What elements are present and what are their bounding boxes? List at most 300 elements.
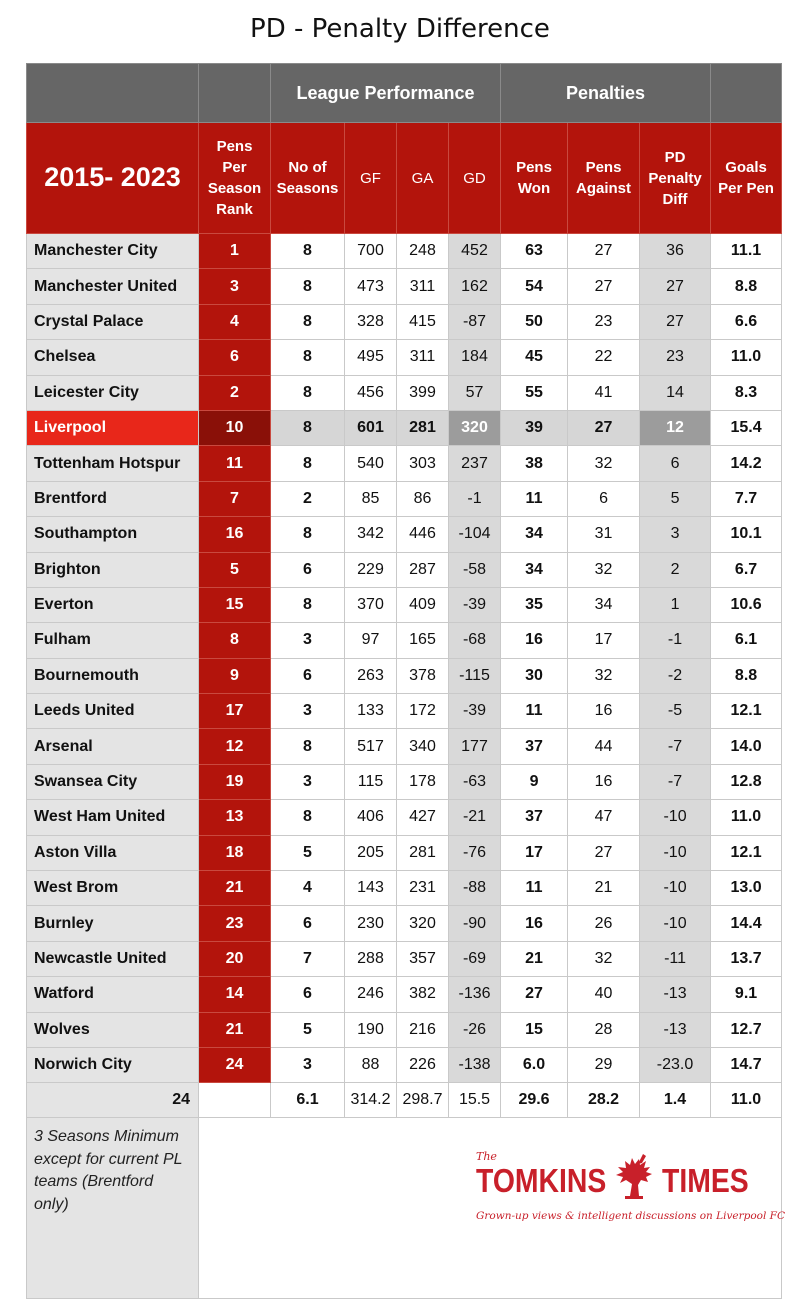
table-row (27, 835, 782, 870)
goal-difference: -104 (449, 517, 501, 552)
pens-won: 37 (501, 800, 568, 835)
goals-per-pen: 6.1 (711, 623, 782, 658)
penalty-diff: 5 (640, 481, 711, 516)
goals-per-pen: 14.0 (711, 729, 782, 764)
goal-difference: 452 (449, 234, 501, 269)
pens-rank: 24 (199, 1047, 271, 1082)
goal-difference: -76 (449, 835, 501, 870)
penalty-diff: 6 (640, 446, 711, 481)
penalty-diff: -10 (640, 835, 711, 870)
goals-per-pen: 7.7 (711, 481, 782, 516)
penalty-diff: -7 (640, 729, 711, 764)
goals-for: 495 (345, 340, 397, 375)
pens-rank: 16 (199, 517, 271, 552)
seasons-count: 3 (271, 694, 345, 729)
table-row (27, 552, 782, 587)
pens-won: 37 (501, 729, 568, 764)
pens-won: 9 (501, 764, 568, 799)
goals-against: 281 (397, 410, 449, 445)
pens-against: 28 (568, 1012, 640, 1047)
pens-won: 30 (501, 658, 568, 693)
pens-won: 39 (501, 410, 568, 445)
pens-won: 35 (501, 587, 568, 622)
table-row (27, 375, 782, 410)
penalty-diff: 23 (640, 340, 711, 375)
goal-difference: -90 (449, 906, 501, 941)
goals-for: 97 (345, 623, 397, 658)
goals-per-pen: 13.7 (711, 941, 782, 976)
goals-for: 190 (345, 1012, 397, 1047)
goal-difference: -138 (449, 1047, 501, 1082)
goals-for: 229 (345, 552, 397, 587)
footer-row (27, 1118, 782, 1299)
pens-rank: 19 (199, 764, 271, 799)
table-row (27, 906, 782, 941)
penalty-difference-table (26, 63, 785, 1299)
table-row (27, 410, 782, 445)
goals-for: 115 (345, 764, 397, 799)
goals-for: 601 (345, 410, 397, 445)
table-row (27, 800, 782, 835)
totals-penalty-diff: 1.4 (640, 1083, 711, 1118)
totals-rank-blank (199, 1083, 271, 1118)
goal-difference: 162 (449, 269, 501, 304)
group-header-penalties: Penalties (501, 64, 711, 123)
header-date-range: 2015- 2023 (27, 123, 199, 234)
pens-against: 27 (568, 410, 640, 445)
header-pens-won: Pens Won (501, 123, 568, 234)
goals-for: 288 (345, 941, 397, 976)
team-name: West Brom (27, 871, 199, 906)
goals-per-pen: 8.8 (711, 269, 782, 304)
goal-difference: -115 (449, 658, 501, 693)
goal-difference: -68 (449, 623, 501, 658)
table-row (27, 517, 782, 552)
pens-against: 16 (568, 694, 640, 729)
totals-team-count: 24 (27, 1083, 199, 1118)
goal-difference: -26 (449, 1012, 501, 1047)
pens-won: 11 (501, 694, 568, 729)
header-gf: GF (345, 123, 397, 234)
totals-pens-against: 28.2 (568, 1083, 640, 1118)
team-name: Crystal Palace (27, 304, 199, 339)
goal-difference: -39 (449, 587, 501, 622)
table-row (27, 729, 782, 764)
penalty-diff: 1 (640, 587, 711, 622)
team-name: West Ham United (27, 800, 199, 835)
penalty-diff: 12 (640, 410, 711, 445)
penalty-diff: -13 (640, 1012, 711, 1047)
header-pens-against: Pens Against (568, 123, 640, 234)
goals-against: 287 (397, 552, 449, 587)
team-name: Manchester City (27, 234, 199, 269)
goals-for: 230 (345, 906, 397, 941)
goal-difference: 184 (449, 340, 501, 375)
goals-against: 311 (397, 340, 449, 375)
seasons-count: 8 (271, 304, 345, 339)
seasons-count: 6 (271, 552, 345, 587)
goals-for: 205 (345, 835, 397, 870)
team-name: Southampton (27, 517, 199, 552)
pens-won: 15 (501, 1012, 568, 1047)
goals-per-pen: 13.0 (711, 871, 782, 906)
goal-difference: -136 (449, 977, 501, 1012)
penalty-diff: -1 (640, 623, 711, 658)
pens-won: 45 (501, 340, 568, 375)
goals-against: 231 (397, 871, 449, 906)
penalty-diff: 2 (640, 552, 711, 587)
pens-rank: 13 (199, 800, 271, 835)
goals-for: 517 (345, 729, 397, 764)
seasons-count: 3 (271, 764, 345, 799)
goals-for: 370 (345, 587, 397, 622)
pens-won: 34 (501, 552, 568, 587)
penalty-diff: -11 (640, 941, 711, 976)
totals-pens-won: 29.6 (501, 1083, 568, 1118)
table-row (27, 304, 782, 339)
team-name: Watford (27, 977, 199, 1012)
pens-rank: 1 (199, 234, 271, 269)
pens-won: 38 (501, 446, 568, 481)
logo-tagline: Grown-up views & intelligent discussions on Liverpool FC (476, 1210, 785, 1223)
pens-rank: 2 (199, 375, 271, 410)
goal-difference: 320 (449, 410, 501, 445)
header-seasons: No of Seasons (271, 123, 345, 234)
pens-won: 11 (501, 481, 568, 516)
seasons-count: 8 (271, 729, 345, 764)
goals-against: 399 (397, 375, 449, 410)
seasons-count: 4 (271, 871, 345, 906)
penalty-diff: -10 (640, 871, 711, 906)
pens-won: 16 (501, 623, 568, 658)
pens-won: 21 (501, 941, 568, 976)
seasons-count: 6 (271, 906, 345, 941)
goals-against: 86 (397, 481, 449, 516)
penalty-diff: 14 (640, 375, 711, 410)
goals-against: 178 (397, 764, 449, 799)
goals-per-pen: 8.8 (711, 658, 782, 693)
goals-against: 303 (397, 446, 449, 481)
penalty-diff: -2 (640, 658, 711, 693)
goals-per-pen: 6.6 (711, 304, 782, 339)
pens-against: 16 (568, 764, 640, 799)
pens-rank: 4 (199, 304, 271, 339)
totals-seasons: 6.1 (271, 1083, 345, 1118)
table-row (27, 977, 782, 1012)
pens-against: 32 (568, 658, 640, 693)
pens-against: 40 (568, 977, 640, 1012)
team-name: Liverpool (27, 410, 199, 445)
table-row (27, 658, 782, 693)
header-gd: GD (449, 123, 501, 234)
seasons-count: 8 (271, 375, 345, 410)
penalty-diff: -10 (640, 800, 711, 835)
goals-against: 340 (397, 729, 449, 764)
pens-won: 54 (501, 269, 568, 304)
pens-against: 32 (568, 941, 640, 976)
team-name: Fulham (27, 623, 199, 658)
pens-rank: 8 (199, 623, 271, 658)
seasons-count: 8 (271, 269, 345, 304)
pens-won: 16 (501, 906, 568, 941)
team-name: Chelsea (27, 340, 199, 375)
totals-goals-per-pen: 11.0 (711, 1083, 782, 1118)
logo-area (199, 1118, 785, 1299)
goal-difference: -87 (449, 304, 501, 339)
pens-rank: 3 (199, 269, 271, 304)
goals-for: 143 (345, 871, 397, 906)
pens-rank: 15 (199, 587, 271, 622)
goals-against: 172 (397, 694, 449, 729)
pens-rank: 21 (199, 871, 271, 906)
goals-against: 320 (397, 906, 449, 941)
seasons-count: 6 (271, 977, 345, 1012)
goals-against: 311 (397, 269, 449, 304)
goals-per-pen: 6.7 (711, 552, 782, 587)
seasons-count: 2 (271, 481, 345, 516)
goals-for: 85 (345, 481, 397, 516)
goal-difference: -1 (449, 481, 501, 516)
goals-for: 456 (345, 375, 397, 410)
team-name: Aston Villa (27, 835, 199, 870)
totals-ga: 298.7 (397, 1083, 449, 1118)
pens-rank: 5 (199, 552, 271, 587)
goals-per-pen: 10.1 (711, 517, 782, 552)
seasons-count: 8 (271, 410, 345, 445)
logo-the: The (476, 1150, 497, 1164)
table-row (27, 871, 782, 906)
team-name: Brighton (27, 552, 199, 587)
seasons-count: 3 (271, 1047, 345, 1082)
goal-difference: -63 (449, 764, 501, 799)
goals-for: 342 (345, 517, 397, 552)
table-row (27, 694, 782, 729)
pens-against: 41 (568, 375, 640, 410)
pens-rank: 17 (199, 694, 271, 729)
goals-for: 328 (345, 304, 397, 339)
pens-rank: 18 (199, 835, 271, 870)
goals-per-pen: 14.7 (711, 1047, 782, 1082)
table-row (27, 269, 782, 304)
table-row (27, 481, 782, 516)
team-name: Brentford (27, 481, 199, 516)
pens-rank: 9 (199, 658, 271, 693)
pens-against: 23 (568, 304, 640, 339)
group-header-blank (199, 64, 271, 123)
team-name: Norwich City (27, 1047, 199, 1082)
goals-for: 700 (345, 234, 397, 269)
pens-won: 17 (501, 835, 568, 870)
goals-against: 165 (397, 623, 449, 658)
team-name: Newcastle United (27, 941, 199, 976)
goals-for: 133 (345, 694, 397, 729)
team-name: Everton (27, 587, 199, 622)
seasons-count: 5 (271, 1012, 345, 1047)
seasons-count: 3 (271, 623, 345, 658)
team-name: Bournemouth (27, 658, 199, 693)
goal-difference: -69 (449, 941, 501, 976)
penalty-diff: -13 (640, 977, 711, 1012)
pens-rank: 10 (199, 410, 271, 445)
pens-against: 32 (568, 446, 640, 481)
table-row (27, 234, 782, 269)
pens-rank: 21 (199, 1012, 271, 1047)
goals-against: 415 (397, 304, 449, 339)
tomkins-times-logo (474, 1150, 785, 1235)
group-header-blank (27, 64, 199, 123)
table-row (27, 764, 782, 799)
goal-difference: -58 (449, 552, 501, 587)
goals-for: 263 (345, 658, 397, 693)
pens-against: 34 (568, 587, 640, 622)
table-row (27, 587, 782, 622)
logo-word-tomkins: TOMKINS (476, 1162, 607, 1200)
header-penalty-diff: PD Penalty Diff (640, 123, 711, 234)
pens-rank: 20 (199, 941, 271, 976)
goals-per-pen: 10.6 (711, 587, 782, 622)
pens-against: 17 (568, 623, 640, 658)
team-name: Wolves (27, 1012, 199, 1047)
footnote: 3 Seasons Minimum except for current PL teams (Brentford only) (27, 1118, 199, 1299)
goals-per-pen: 11.1 (711, 234, 782, 269)
goals-against: 216 (397, 1012, 449, 1047)
goal-difference: -21 (449, 800, 501, 835)
pens-won: 63 (501, 234, 568, 269)
header-ga: GA (397, 123, 449, 234)
penalty-diff: -23.0 (640, 1047, 711, 1082)
goals-for: 540 (345, 446, 397, 481)
pens-won: 50 (501, 304, 568, 339)
goals-for: 473 (345, 269, 397, 304)
goals-against: 409 (397, 587, 449, 622)
pens-won: 11 (501, 871, 568, 906)
column-header-row (27, 123, 782, 234)
goals-per-pen: 11.0 (711, 800, 782, 835)
goals-against: 382 (397, 977, 449, 1012)
penalty-diff: -10 (640, 906, 711, 941)
pens-against: 22 (568, 340, 640, 375)
seasons-count: 8 (271, 800, 345, 835)
group-header-blank (711, 64, 782, 123)
pens-won: 6.0 (501, 1047, 568, 1082)
goals-per-pen: 12.8 (711, 764, 782, 799)
pens-rank: 14 (199, 977, 271, 1012)
pens-rank: 12 (199, 729, 271, 764)
seasons-count: 5 (271, 835, 345, 870)
goals-against: 248 (397, 234, 449, 269)
goals-per-pen: 8.3 (711, 375, 782, 410)
logo-word-times: TIMES (662, 1162, 749, 1200)
team-name: Swansea City (27, 764, 199, 799)
goals-per-pen: 12.1 (711, 694, 782, 729)
pens-won: 27 (501, 977, 568, 1012)
pens-rank: 6 (199, 340, 271, 375)
team-name: Burnley (27, 906, 199, 941)
goals-for: 246 (345, 977, 397, 1012)
team-name: Leeds United (27, 694, 199, 729)
group-header-row (27, 64, 782, 123)
goal-difference: 57 (449, 375, 501, 410)
seasons-count: 8 (271, 234, 345, 269)
goal-difference: -39 (449, 694, 501, 729)
pens-against: 44 (568, 729, 640, 764)
team-name: Leicester City (27, 375, 199, 410)
penalty-diff: -7 (640, 764, 711, 799)
page-title: PD - Penalty Difference (250, 14, 550, 44)
goals-per-pen: 11.0 (711, 340, 782, 375)
goals-against: 226 (397, 1047, 449, 1082)
goals-for: 88 (345, 1047, 397, 1082)
seasons-count: 6 (271, 658, 345, 693)
pens-against: 27 (568, 269, 640, 304)
liverbird-icon (608, 1150, 660, 1200)
pens-won: 55 (501, 375, 568, 410)
group-header-league: League Performance (271, 64, 501, 123)
penalty-diff: 27 (640, 304, 711, 339)
goals-against: 378 (397, 658, 449, 693)
goal-difference: -88 (449, 871, 501, 906)
goals-against: 281 (397, 835, 449, 870)
team-name: Manchester United (27, 269, 199, 304)
pens-rank: 11 (199, 446, 271, 481)
goals-per-pen: 14.2 (711, 446, 782, 481)
penalty-diff: 27 (640, 269, 711, 304)
pens-against: 27 (568, 835, 640, 870)
team-name: Arsenal (27, 729, 199, 764)
totals-gd: 15.5 (449, 1083, 501, 1118)
pens-won: 34 (501, 517, 568, 552)
goals-per-pen: 9.1 (711, 977, 782, 1012)
goals-per-pen: 12.7 (711, 1012, 782, 1047)
penalty-diff: -5 (640, 694, 711, 729)
seasons-count: 7 (271, 941, 345, 976)
header-goals-per-pen: Goals Per Pen (711, 123, 782, 234)
goals-against: 427 (397, 800, 449, 835)
goals-per-pen: 14.4 (711, 906, 782, 941)
team-name: Tottenham Hotspur (27, 446, 199, 481)
seasons-count: 8 (271, 587, 345, 622)
goals-per-pen: 12.1 (711, 835, 782, 870)
pens-rank: 7 (199, 481, 271, 516)
seasons-count: 8 (271, 517, 345, 552)
goals-against: 357 (397, 941, 449, 976)
table-row (27, 1047, 782, 1082)
goal-difference: 177 (449, 729, 501, 764)
seasons-count: 8 (271, 446, 345, 481)
pens-against: 31 (568, 517, 640, 552)
pens-rank: 23 (199, 906, 271, 941)
header-rank: Pens Per Season Rank (199, 123, 271, 234)
table-row (27, 941, 782, 976)
seasons-count: 8 (271, 340, 345, 375)
goal-difference: 237 (449, 446, 501, 481)
goals-for: 406 (345, 800, 397, 835)
pens-against: 32 (568, 552, 640, 587)
pens-against: 26 (568, 906, 640, 941)
pens-against: 27 (568, 234, 640, 269)
totals-gf: 314.2 (345, 1083, 397, 1118)
penalty-diff: 36 (640, 234, 711, 269)
table-row (27, 446, 782, 481)
pens-against: 21 (568, 871, 640, 906)
pens-against: 47 (568, 800, 640, 835)
table-row (27, 340, 782, 375)
pens-against: 6 (568, 481, 640, 516)
goals-against: 446 (397, 517, 449, 552)
pens-against: 29 (568, 1047, 640, 1082)
table-row (27, 1012, 782, 1047)
penalty-diff: 3 (640, 517, 711, 552)
